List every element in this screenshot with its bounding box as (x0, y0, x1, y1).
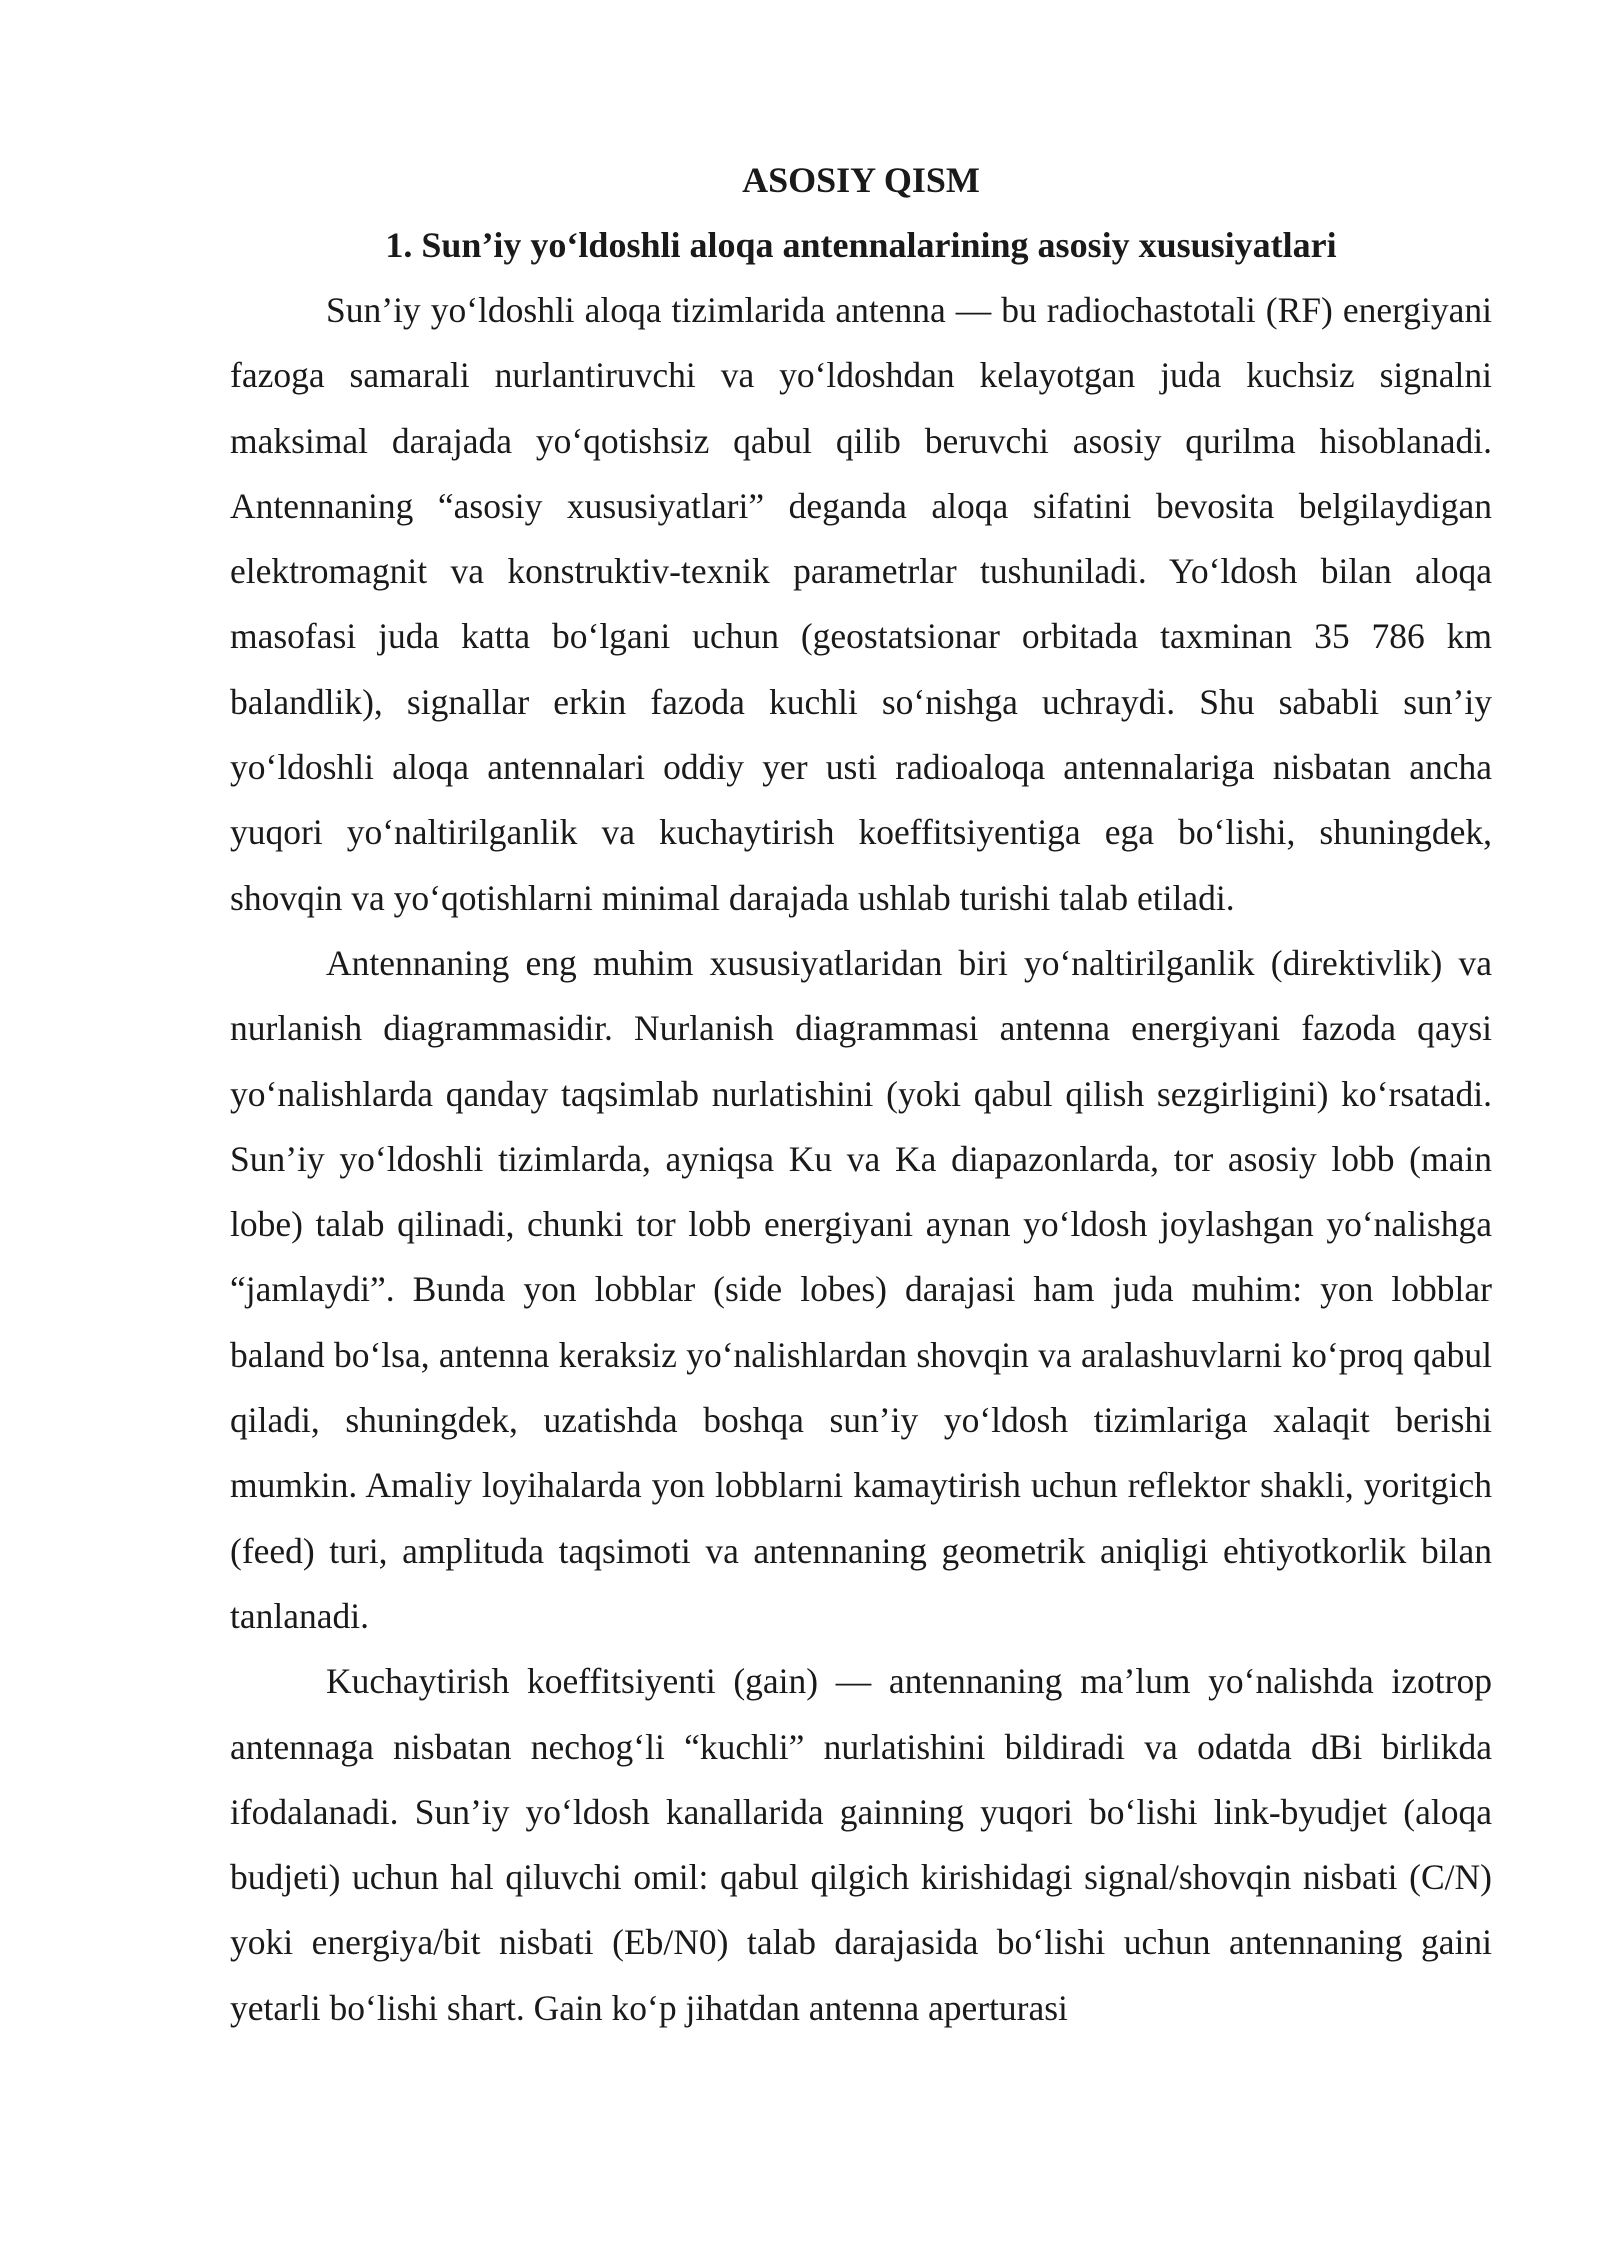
paragraph-2: Antennaning eng muhim xususiyatlaridan biri yo‘naltirilganlik (direktivlik) va nurlanish diagrammasidir. Nurlanish diagrammasi antenna energiyani fazoda qaysi yo‘nalishlarda qanday taqsimlab nurlatishini (yoki qabul qilish sezgirligini) ko‘rsatadi. Sun’iy yo‘ldoshli tizimlarda, ayniqsa Ku va Ka diapazonlarda, tor asosiy lobb (main lobe) talab qilinadi, chunki tor lobb energiyani aynan yo‘ldosh joylashgan yo‘nalishga “jamlaydi”. Bunda yon lobblar (side lobes) darajasi ham juda muhim: yon lobblar baland bo‘lsa, antenna keraksiz yo‘nalishlardan shovqin va aralashuvlarni ko‘proq qabul qiladi, shuningdek, uzatishda boshqa sun’iy yo‘ldosh tizimlariga xalaqit berishi mumkin. Amaliy loyihalarda yon lobblarni kamaytirish uchun reflektor shakli, yoritgich (feed) turi, amplituda taqsimoti va antennaning geometrik aniqligi ehtiyotkorlik bilan tanlanadi. (230, 942, 1492, 1636)
section-heading: 1. Sun’iy yo‘ldoshli aloqa antennalarining asosiy xususiyatlari (385, 225, 1337, 265)
document-page (230, 148, 1492, 2041)
paragraph-1: Sun’iy yo‘ldoshli aloqa tizimlarida antenna — bu radiochastotali (RF) energiyani fazoga samarali nurlantiruvchi va yo‘ldoshdan kelayotgan juda kuchsiz signalni maksimal darajada yo‘qotishsiz qabul qilib beruvchi asosiy qurilma hisoblanadi. Antennaning “asosiy xususiyatlari” deganda aloqa sifatini bevosita belgilaydigan elektromagnit va konstruktiv-texnik parametrlar tushuniladi. Yo‘ldosh bilan aloqa masofasi juda katta bo‘lgani uchun (geostatsionar orbitada taxminan 35 786 km balandlik), signallar erkin fazoda kuchli so‘nishga uchraydi. Shu sababli sun’iy yo‘ldoshli aloqa antennalari oddiy yer usti radioaloqa antennalariga nisbatan ancha yuqori yo‘naltirilganlik va kuchaytirish koeffitsiyentiga ega bo‘lishi, shuningdek, shovqin va yo‘qotishlarni minimal darajada ushlab turishi talab etiladi. (230, 290, 1492, 918)
paragraph-3: Kuchaytirish koeffitsiyenti (gain) — antennaning ma’lum yo‘nalishda izotrop antennaga nisbatan nechog‘li “kuchli” nurlatishini bildiradi va odatda dBi birlikda ifodalanadi. Sun’iy yo‘ldosh kanallarida gainning yuqori bo‘lishi link-byudjet (aloqa budjeti) uchun hal qiluvchi omil: qabul qilgich kirishidagi signal/shovqin nisbati (C/N) yoki energiya/bit nisbati (Eb/N0) talab darajasida bo‘lishi uchun antennaning gaini yetarli bo‘lishi shart. Gain ko‘p jihatdan antenna aperturasi (230, 1661, 1492, 2028)
document-title: ASOSIY QISM (742, 160, 980, 200)
